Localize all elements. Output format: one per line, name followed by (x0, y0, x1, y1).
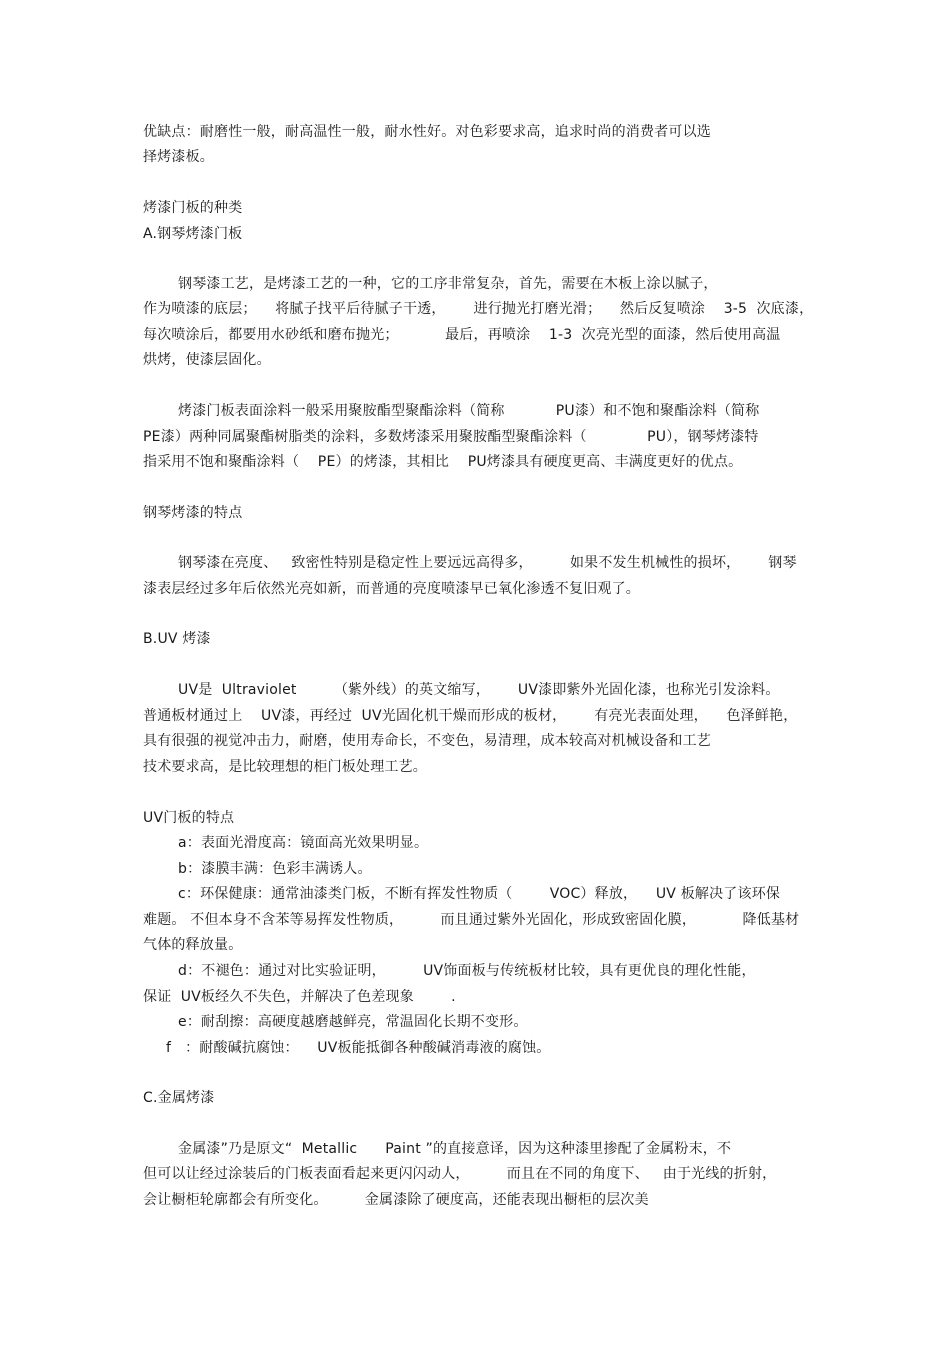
paragraph-line: 但可以让经过涂装后的门板表面看起来更闪闪动人， 而且在不同的角度下、 由于光线的折射， (143, 1166, 777, 1182)
paragraph-line: 具有很强的视觉冲击力，耐磨，使用寿命长，不变色，易清理，成本较高对机械设备和工艺 (143, 733, 711, 749)
paragraph-line: 作为喷漆的底层； 将腻子找平后待腻子干透， 进行抛光打磨光滑； 然后反复喷涂 3-5 次底漆， (143, 301, 814, 317)
paragraph-line: 金属漆”乃是原文“ Metallic Paint ”的直接意译，因为这种漆里掺配了金属粉末，不 (178, 1141, 732, 1157)
paragraph-line: 钢琴漆工艺，是烤漆工艺的一种，它的工序非常复杂，首先，需要在木板上涂以腻子， (178, 276, 718, 292)
list-item: d：不褪色：通过对比实验证明， UV饰面板与传统板材比较，具有更优良的理化性能， (178, 963, 756, 979)
paragraph-line: 每次喷涂后，都要用水砂纸和磨布抛光； 最后，再喷涂 1-3 次亮光型的面漆，然后使用高温 (143, 327, 781, 343)
subsection-heading: C.金属烤漆 (143, 1090, 215, 1106)
paragraph-line: UV是 Ultraviolet （紫外线）的英文缩写， UV漆即紫外光固化漆，也称光引发涂料。 (178, 682, 780, 698)
section-heading: 烤漆门板的种类 (143, 200, 243, 216)
list-item: c：环保健康：通常油漆类门板，不断有挥发性物质（ VOC）释放， UV 板解决了该环保 (178, 886, 781, 902)
text-line: 择烤漆板。 (143, 149, 214, 165)
text-line: 优缺点：耐磨性一般，耐高温性一般，耐水性好。对色彩要求高，追求时尚的消费者可以选 (143, 124, 711, 140)
list-item-continuation: 气体的释放量。 (143, 937, 243, 953)
list-item: a：表面光滑度高：镜面高光效果明显。 (178, 835, 429, 851)
subsection-heading: B.UV 烤漆 (143, 631, 211, 647)
section-heading: UV门板的特点 (143, 810, 235, 826)
paragraph-line: 烘烤，使漆层固化。 (143, 352, 271, 368)
list-item-continuation: 保证 UV板经久不失色，并解决了色差现象 . (143, 989, 456, 1005)
list-item: f ：耐酸碱抗腐蚀： UV板能抵御各种酸碱消毒液的腐蚀。 (166, 1040, 551, 1056)
paragraph-line: 漆表层经过多年后依然光亮如新，而普通的亮度喷漆早已氧化渗透不复旧观了。 (143, 581, 640, 597)
list-item-continuation: 难题。 不但本身不含苯等易挥发性物质， 而且通过紫外光固化，形成致密固化膜， 降低基材 (143, 912, 800, 928)
paragraph-line: 普通板材通过上 UV漆，再经过 UV光固化机干燥而形成的板材， 有亮光表面处理， 色泽鲜艳， (143, 708, 798, 724)
list-item: e：耐刮擦：高硬度越磨越鲜亮，常温固化长期不变形。 (178, 1014, 528, 1030)
paragraph-line: 技术要求高，是比较理想的柜门板处理工艺。 (143, 759, 427, 775)
list-item: b：漆膜丰满：色彩丰满诱人。 (178, 861, 372, 877)
paragraph-line: 指采用不饱和聚酯涂料（ PE）的烤漆，其相比 PU烤漆具有硬度更高、丰满度更好的优点。 (143, 454, 743, 470)
paragraph-line: 烤漆门板表面涂料一般采用聚胺酯型聚酯涂料（简称 PU漆）和不饱和聚酯涂料（简称 (178, 403, 760, 419)
paragraph-line: PE漆）两种同属聚酯树脂类的涂料，多数烤漆采用聚胺酯型聚酯涂料（ PU），钢琴烤漆特 (143, 429, 759, 445)
section-heading: 钢琴烤漆的特点 (143, 505, 243, 521)
subsection-heading: A.钢琴烤漆门板 (143, 226, 243, 242)
paragraph-line: 会让橱柜轮廓都会有所变化。 金属漆除了硬度高，还能表现出橱柜的层次美 (143, 1192, 649, 1208)
paragraph-line: 钢琴漆在亮度、 致密性特别是稳定性上要远远高得多， 如果不发生机械性的损坏， 钢琴 (178, 555, 797, 571)
